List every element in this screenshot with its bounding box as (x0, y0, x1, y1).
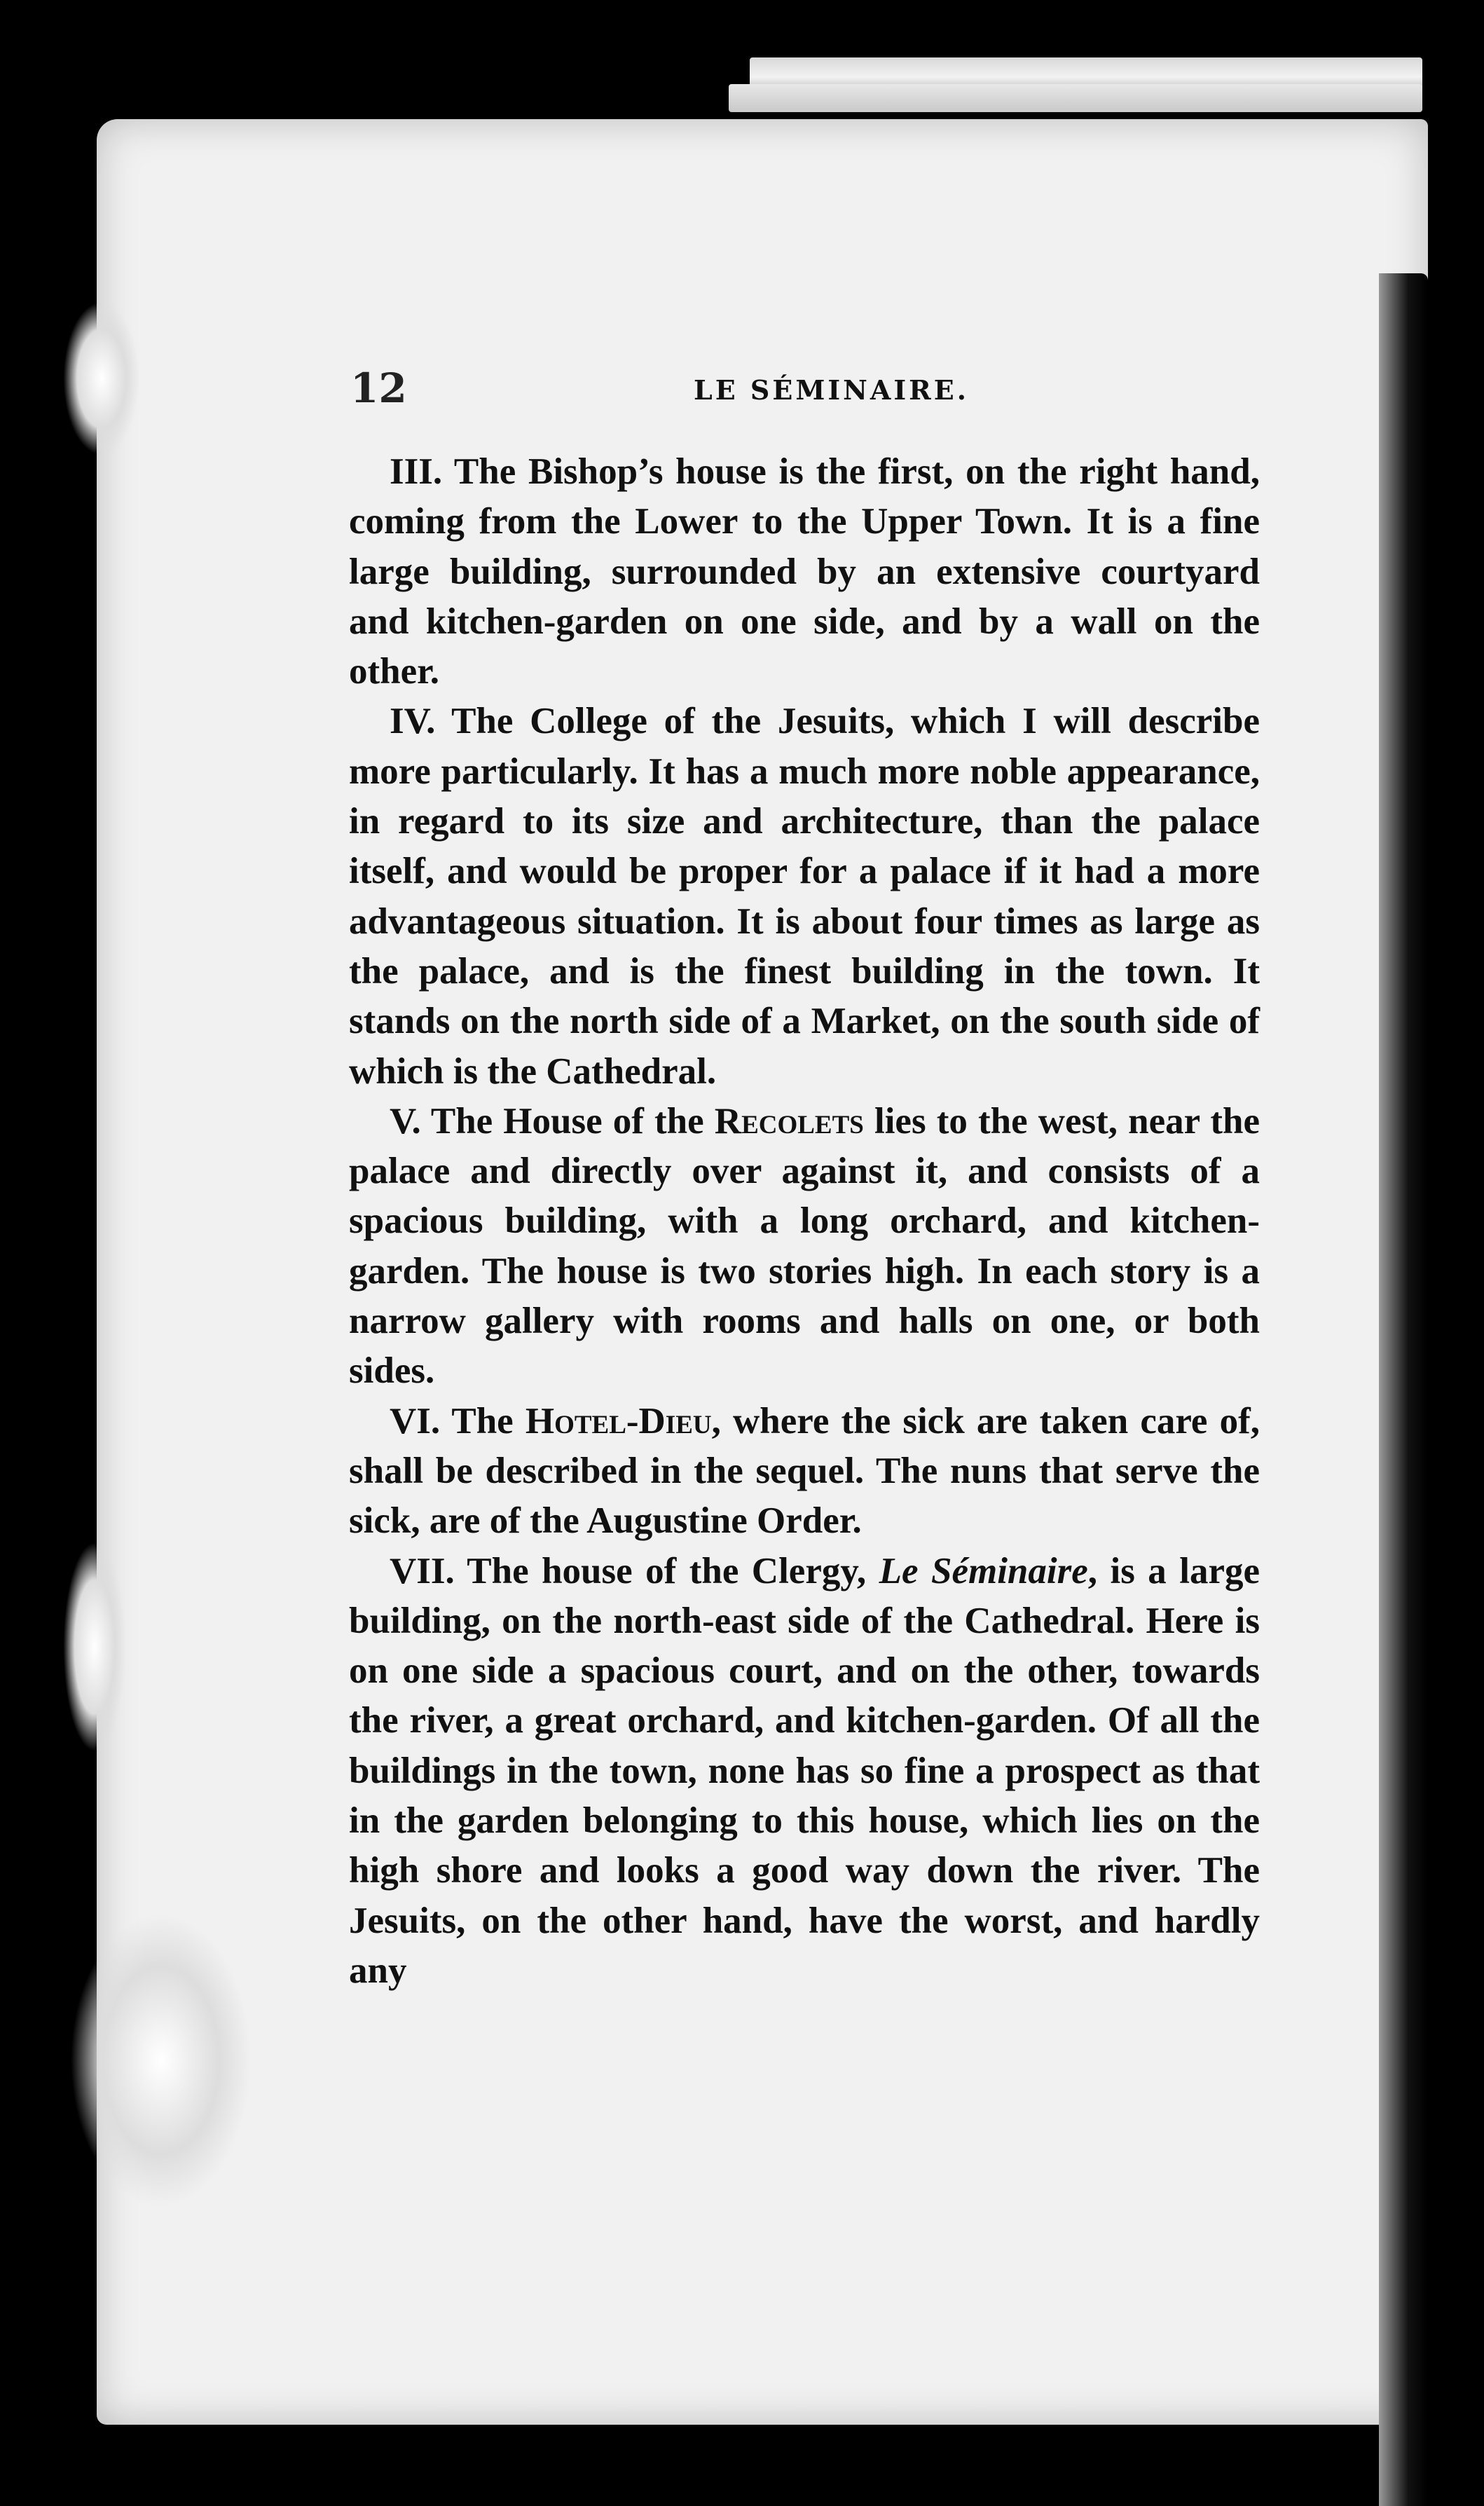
italic-text: Le Séminaire (879, 1550, 1088, 1591)
page-number: 12 (350, 364, 407, 412)
page-gutter-shadow (1379, 273, 1428, 2506)
paragraph-iii (349, 447, 1260, 697)
paragraph-text: VII. The house of the Clergy, (390, 1550, 879, 1591)
paragraph-text: VI. The (390, 1400, 525, 1442)
scan-artifact (70, 1913, 252, 2207)
page-stack-edge-lower (729, 84, 1422, 112)
paragraph-vii (349, 1547, 1260, 1997)
paragraph-text: IV. The College of the Jesuits, which I will describe more particularly. It has a much more noble appearance, in regard to its size and architecture, than the palace itself, and would be proper for a palace if it had a more advantageous situation. It is about four times as large as the palace, and is the finest building in the town. It stands on the north side of a Market, on the south side of which is the Cathedral. (349, 701, 1260, 1092)
scan-artifact (63, 301, 140, 456)
scan-artifact (63, 1542, 126, 1752)
paragraph-iv (349, 697, 1260, 1096)
paragraph-text: V. The House of the (390, 1100, 715, 1142)
paragraph-v (349, 1097, 1260, 1397)
paragraph-text: lies to the west, near the palace and directly over against it, and consists of a spacious building, with a long orchard, and kitchen-garden. The house is two stories high. In each story is a narrow gallery with rooms and halls on one, or both sides. (349, 1100, 1260, 1392)
running-head-title: LE SÉMINAIRE. (694, 374, 969, 406)
small-caps-text: Hotel-Dieu (525, 1400, 712, 1442)
running-head (350, 364, 1261, 412)
paragraph-text: , is a large building, on the north-east side of the Cathedral. Here is on one side a spacious court, and on the other, towards the river, a great orchard, and kitchen-garden. Of all the buildings in the town, none has so fine a prospect as that in the garden belonging to this house, which lies on the high shore and looks a good way down the river. The Jesuits, on the other hand, have the worst, and hardly any (349, 1550, 1260, 1991)
paragraph-text: , where the sick are taken care of, shall be described in the sequel. The nuns that serve the sick, are of the Augustine Order. (349, 1400, 1260, 1542)
body-text (349, 447, 1260, 1996)
paragraph-vi (349, 1397, 1260, 1547)
paragraph-text: III. The Bishop’s house is the first, on the right hand, coming from the Lower to the Upper Town. It is a fine large building, surrounded by an extensive courtyard and kitchen-garden on one side, and by a wall on the other. (349, 451, 1260, 692)
small-caps-text: Recolets (714, 1100, 864, 1142)
